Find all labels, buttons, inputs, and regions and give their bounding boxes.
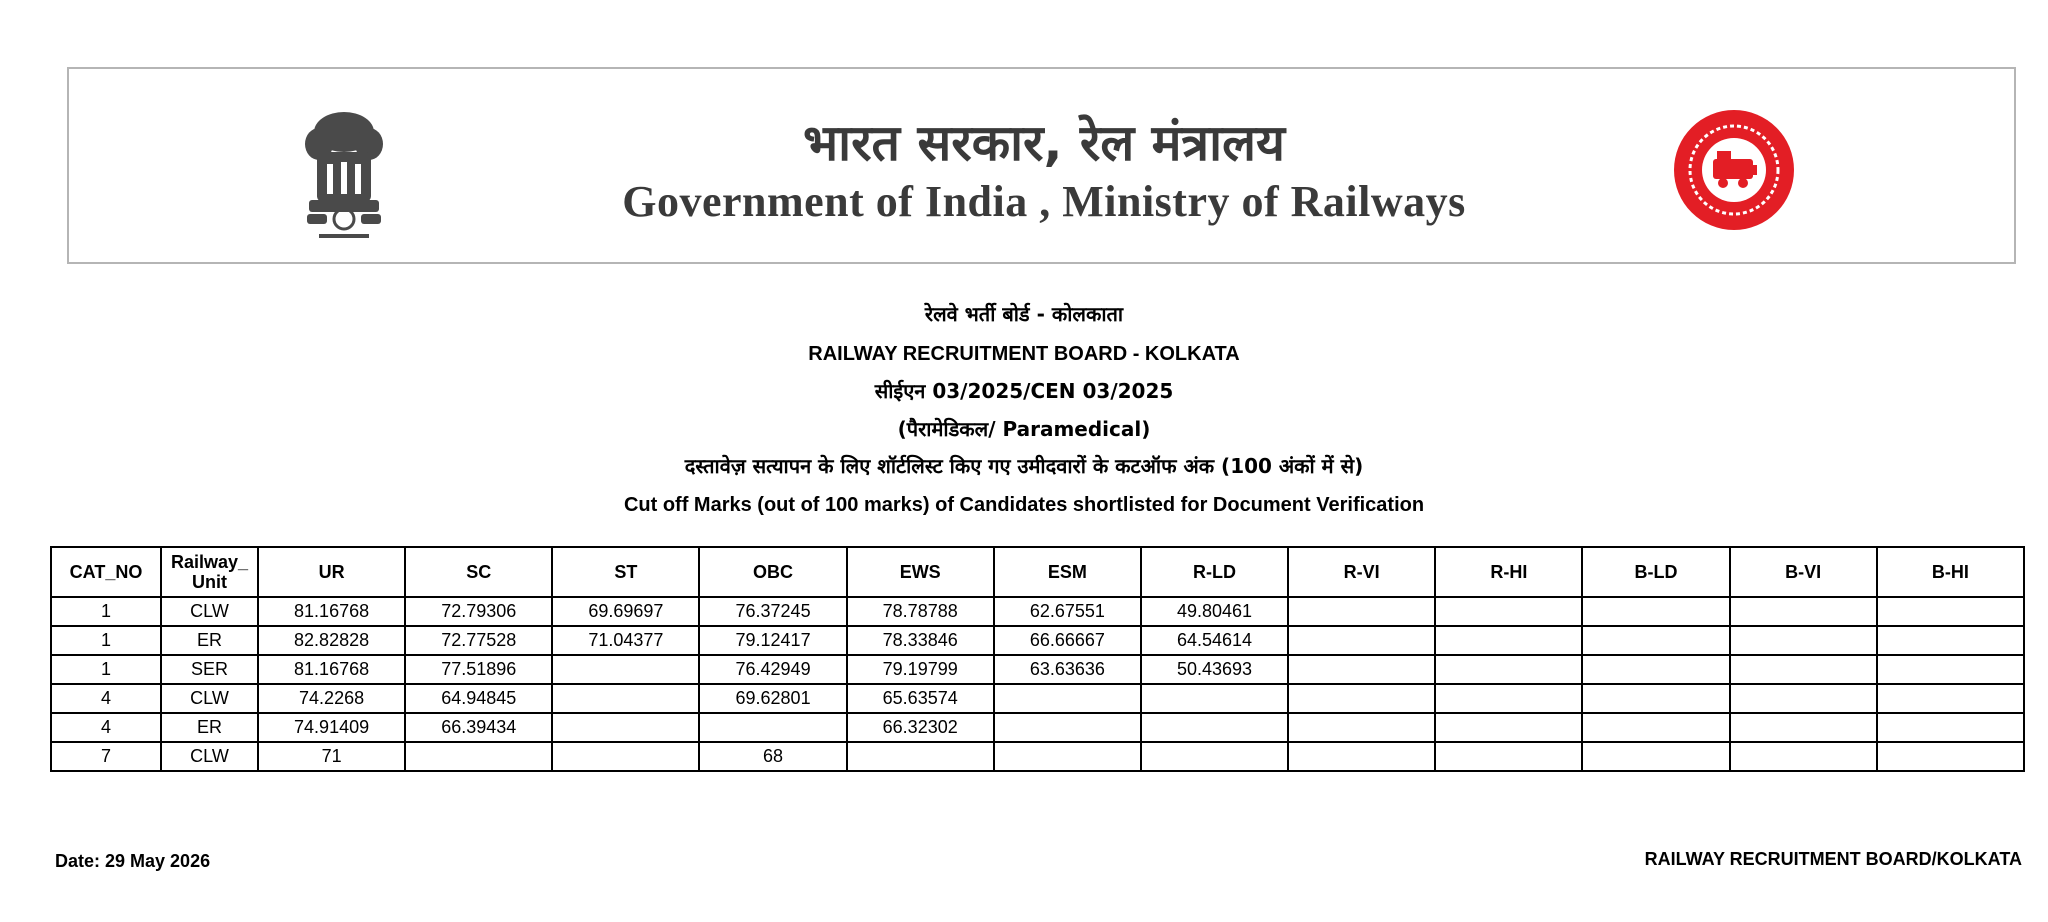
table-cell: [1288, 742, 1435, 771]
heading-post-category: (पैरामेडिकल/ Paramedical): [897, 417, 1151, 441]
table-cell: 4: [51, 684, 161, 713]
table-cell: [1288, 684, 1435, 713]
table-cell: 78.78788: [847, 597, 994, 626]
table-cell: 7: [51, 742, 161, 771]
table-cell: 71: [258, 742, 405, 771]
table-cell: 66.32302: [847, 713, 994, 742]
table-cell: [994, 684, 1141, 713]
table-header-row: [51, 547, 2024, 597]
table-cell: [1141, 742, 1288, 771]
table-cell: [1877, 713, 2024, 742]
table-row: [51, 713, 2024, 742]
table-cell: 69.62801: [699, 684, 846, 713]
table-cell: [847, 742, 994, 771]
indian-railways-logo-icon: [1671, 109, 1797, 231]
table-cell: [1435, 684, 1582, 713]
heading-board-hindi: रेलवे भर्ती बोर्ड - कोलकाता: [924, 302, 1124, 326]
table-cell: 50.43693: [1141, 655, 1288, 684]
table-cell: [1582, 742, 1729, 771]
table-cell: [1877, 655, 2024, 684]
col-header-b-vi: B-VI: [1730, 547, 1877, 597]
table-row: [51, 655, 2024, 684]
table-cell: [1435, 626, 1582, 655]
table-cell: [1877, 742, 2024, 771]
col-header-r-vi: R-VI: [1288, 547, 1435, 597]
table-cell: [1141, 713, 1288, 742]
table-cell: [1435, 713, 1582, 742]
table-cell: 71.04377: [552, 626, 699, 655]
table-cell: [1435, 597, 1582, 626]
table-cell: [1582, 626, 1729, 655]
table-cell: 1: [51, 655, 161, 684]
table-cell: [1288, 597, 1435, 626]
col-header-sc: SC: [405, 547, 552, 597]
table-cell: [1288, 626, 1435, 655]
table-cell: 77.51896: [405, 655, 552, 684]
table-cell: [994, 742, 1141, 771]
table-cell: 66.66667: [994, 626, 1141, 655]
table-cell: [1582, 655, 1729, 684]
col-header-ur: UR: [258, 547, 405, 597]
table-cell: 62.67551: [994, 597, 1141, 626]
table-cell: 66.39434: [405, 713, 552, 742]
table-cell: ER: [161, 626, 258, 655]
national-emblem-icon: [279, 104, 409, 244]
issue-date: Date: 29 May 2026: [55, 851, 211, 871]
table-cell: 1: [51, 597, 161, 626]
table-cell: 82.82828: [258, 626, 405, 655]
table-cell: [405, 742, 552, 771]
table-cell: [699, 713, 846, 742]
table-cell: 1: [51, 626, 161, 655]
col-header-ews: EWS: [847, 547, 994, 597]
table-cell: 69.69697: [552, 597, 699, 626]
heading-cen-number: सीईएन 03/2025/CEN 03/2025: [874, 379, 1174, 403]
banner-hindi-title: भारत सरकार, रेल मंत्रालय: [802, 114, 1285, 172]
table-cell: CLW: [161, 684, 258, 713]
table-cell: [1582, 684, 1729, 713]
table-cell: [1877, 626, 2024, 655]
table-cell: [1730, 742, 1877, 771]
table-cell: 76.42949: [699, 655, 846, 684]
col-header-esm: ESM: [994, 547, 1141, 597]
table-cell: 74.91409: [258, 713, 405, 742]
table-row: [51, 597, 2024, 626]
heading-cutoff-hindi: दस्तावेज़ सत्यापन के लिए शॉर्टलिस्ट किए गए उमीदवारों के कटऑफ अंक (100 अंकों में से): [684, 454, 1364, 478]
heading-cutoff-english: Cut off Marks (out of 100 marks) of Candidates shortlisted for Document Verification: [623, 494, 1425, 516]
table-cell: 64.54614: [1141, 626, 1288, 655]
signatory: RAILWAY RECRUITMENT BOARD/KOLKATA: [1644, 849, 2022, 869]
table-cell: ER: [161, 713, 258, 742]
col-header-r-hi: R-HI: [1435, 547, 1582, 597]
table-cell: [552, 684, 699, 713]
table-cell: CLW: [161, 597, 258, 626]
table-cell: 81.16768: [258, 597, 405, 626]
table-cell: [1582, 713, 1729, 742]
table-cell: SER: [161, 655, 258, 684]
table-cell: [552, 713, 699, 742]
table-cell: 68: [699, 742, 846, 771]
table-body: [51, 597, 2024, 771]
table-cell: 76.37245: [699, 597, 846, 626]
col-header-railway-unit: Railway_ Unit: [161, 547, 258, 597]
table-row: [51, 742, 2024, 771]
table-cell: [552, 655, 699, 684]
col-header-obc: OBC: [699, 547, 846, 597]
col-header-b-hi: B-HI: [1877, 547, 2024, 597]
table-cell: [1730, 626, 1877, 655]
table-cell: [552, 742, 699, 771]
col-header-cat-no: CAT_NO: [51, 547, 161, 597]
table-cell: [1730, 684, 1877, 713]
table-cell: 79.19799: [847, 655, 994, 684]
table-cell: 65.63574: [847, 684, 994, 713]
table-cell: [1435, 742, 1582, 771]
table-cell: [1877, 684, 2024, 713]
col-header-st: ST: [552, 547, 699, 597]
table-cell: 79.12417: [699, 626, 846, 655]
col-header-r-ld: R-LD: [1141, 547, 1288, 597]
table-cell: 49.80461: [1141, 597, 1288, 626]
table-row: [51, 626, 2024, 655]
table-cell: [1582, 597, 1729, 626]
table-cell: 72.79306: [405, 597, 552, 626]
table-cell: 78.33846: [847, 626, 994, 655]
table-cell: 74.2268: [258, 684, 405, 713]
table-cell: 63.63636: [994, 655, 1141, 684]
table-cell: [1288, 713, 1435, 742]
table-cell: [1141, 684, 1288, 713]
table-cell: [1730, 713, 1877, 742]
table-row: [51, 684, 2024, 713]
cutoff-marks-table: [50, 546, 2025, 772]
table-cell: 81.16768: [258, 655, 405, 684]
col-header-b-ld: B-LD: [1582, 547, 1729, 597]
heading-board-english: RAILWAY RECRUITMENT BOARD - KOLKATA: [808, 343, 1240, 365]
table-cell: 64.94845: [405, 684, 552, 713]
table-cell: [994, 713, 1141, 742]
table-cell: [1730, 655, 1877, 684]
banner-english-title: Government of India , Ministry of Railways: [622, 177, 1466, 226]
table-cell: [1730, 597, 1877, 626]
table-cell: CLW: [161, 742, 258, 771]
table-cell: 72.77528: [405, 626, 552, 655]
table-cell: 4: [51, 713, 161, 742]
table-cell: [1435, 655, 1582, 684]
table-cell: [1288, 655, 1435, 684]
table-cell: [1877, 597, 2024, 626]
header-banner: [67, 67, 2016, 264]
